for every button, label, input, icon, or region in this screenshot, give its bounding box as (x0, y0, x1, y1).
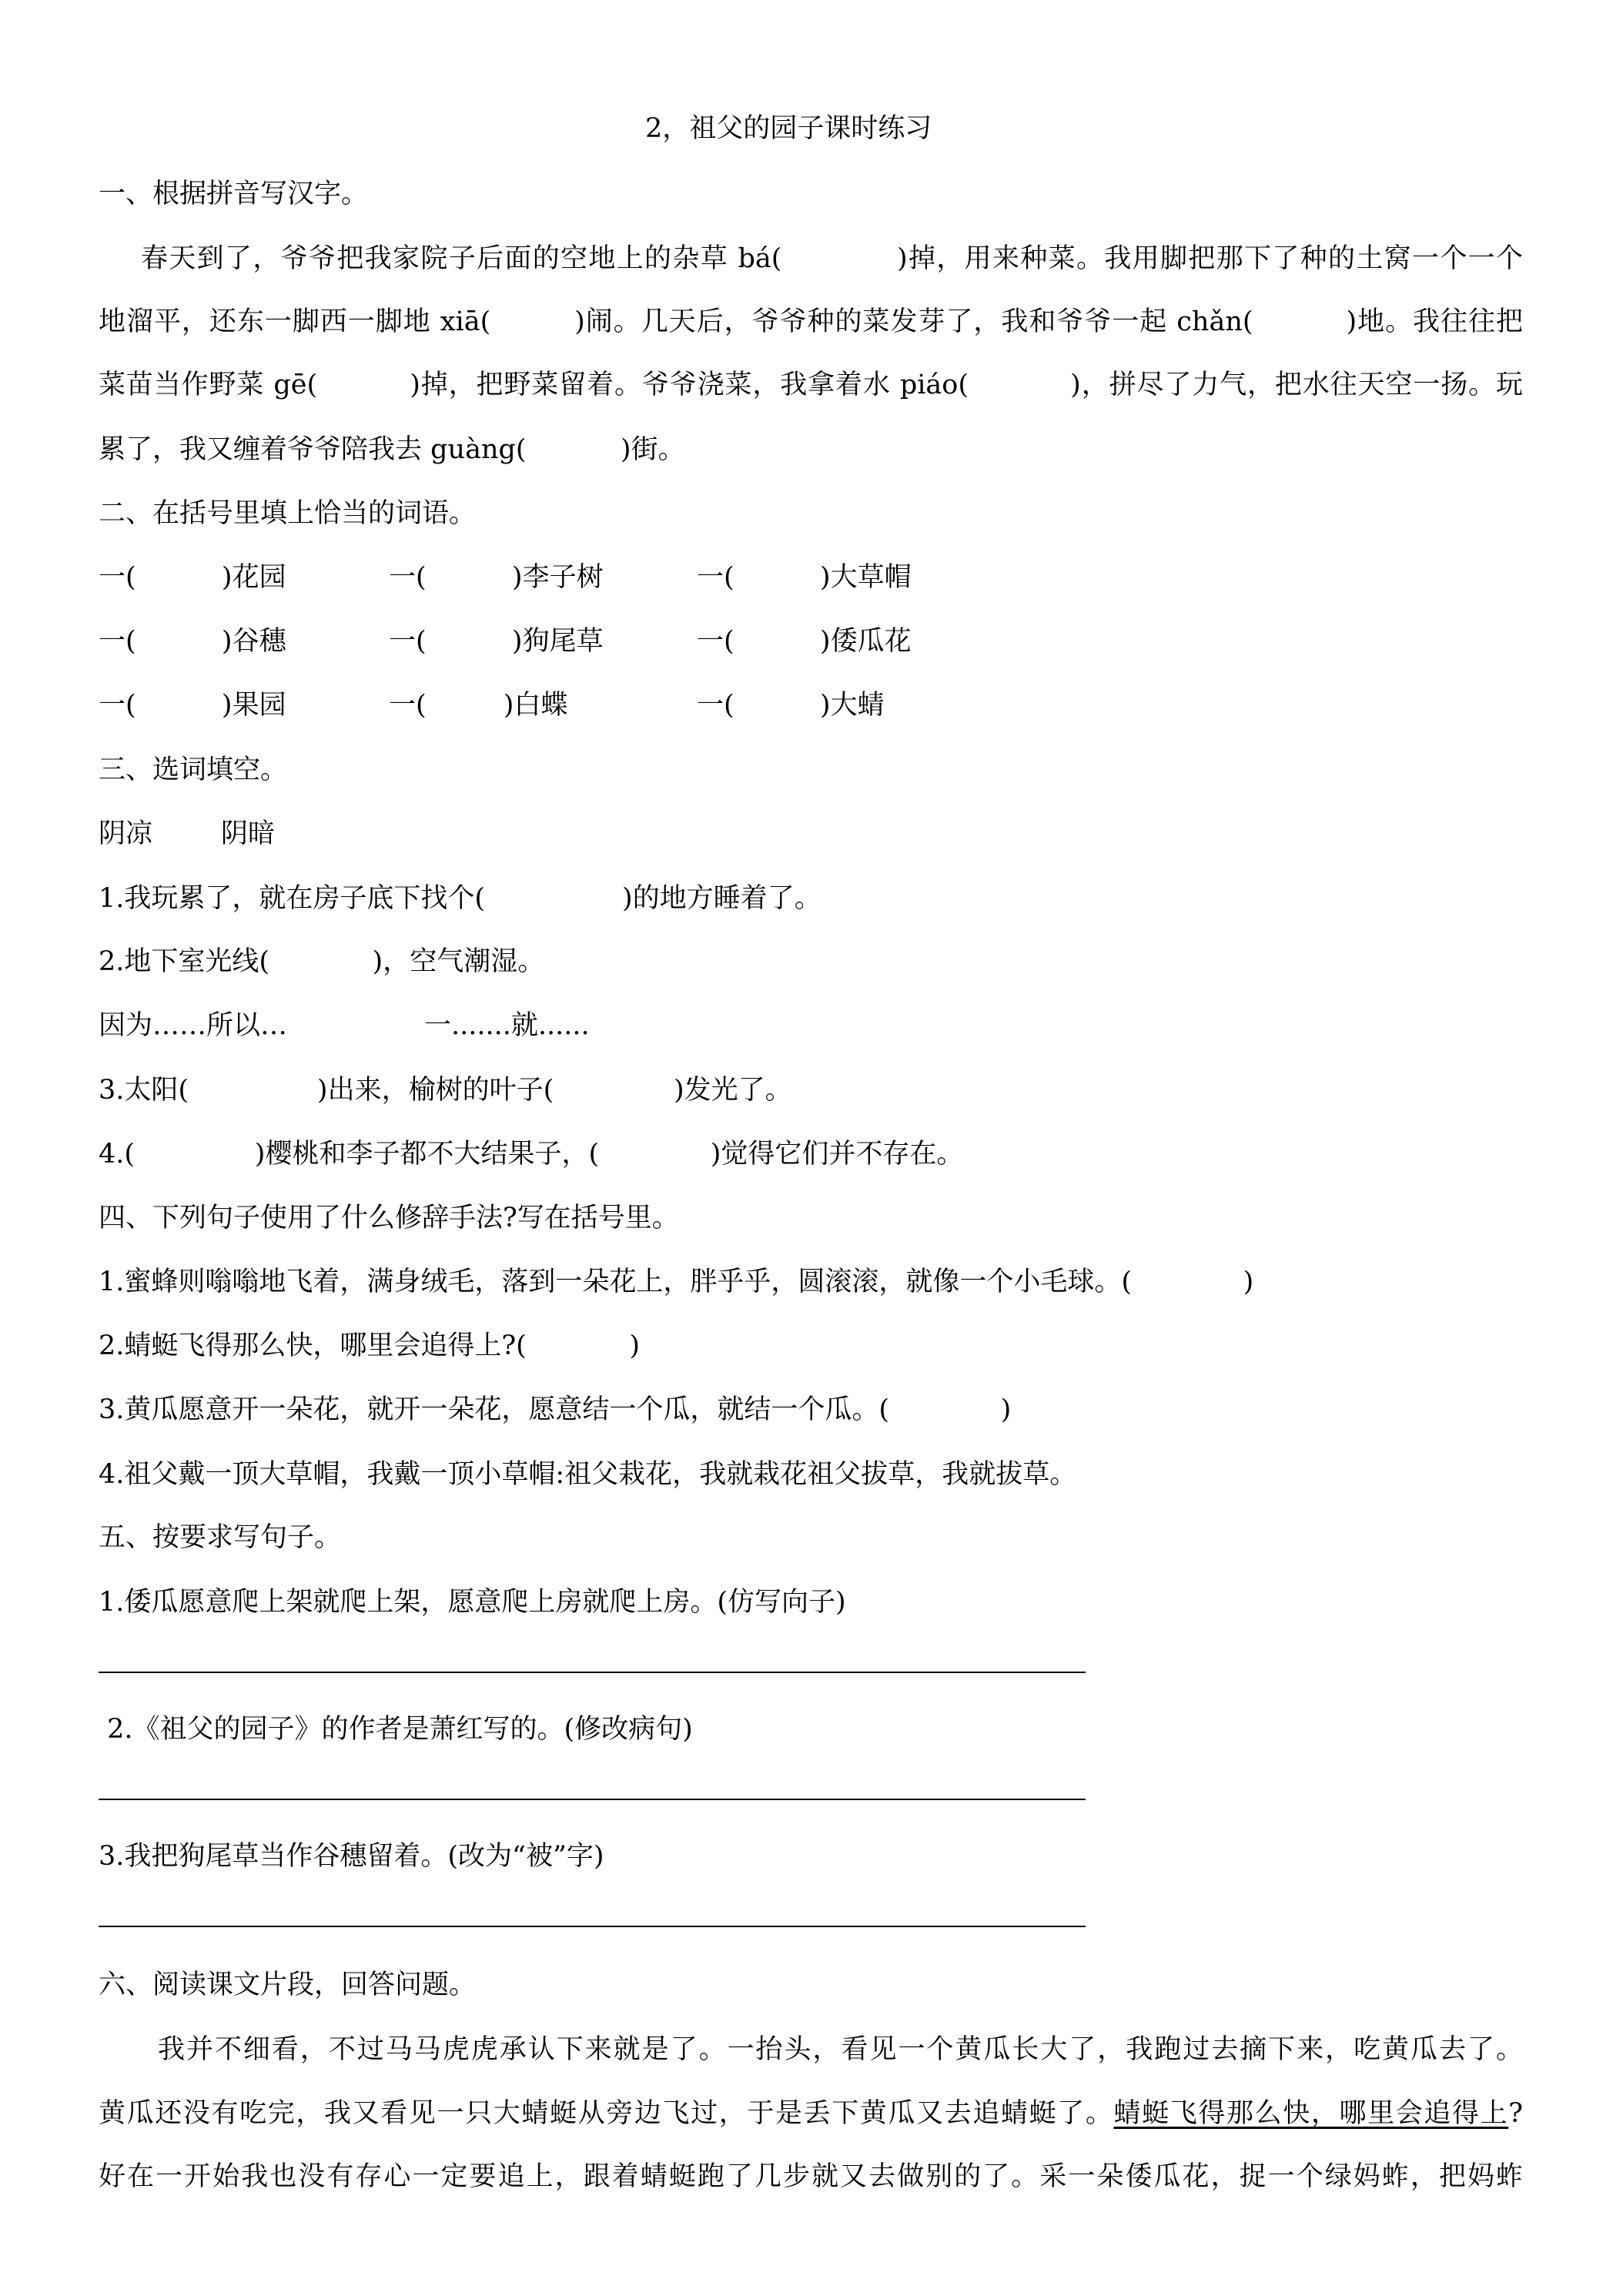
question: 3.我把狗尾草当作谷穗留着。(改为“被”字) (99, 1841, 604, 1872)
section-1-line-2: 地溜平，还东一脚西一脚地 xiā( )闹。几天后，爷爷种的菜发芽了，我和爷爷一起 chǎn( )地。我往往把 (99, 306, 1523, 337)
answer-line[interactable] (99, 1926, 1086, 1927)
answer-line[interactable] (99, 1799, 1086, 1800)
section-1-heading: 一、根据拼音写汉字。 (99, 179, 369, 209)
passage-line-1: 我并不细看，不过马马虎虎承认下来就是了。一抬头，看见一个黄瓜长大了，我跑过去摘下来，吃黄瓜去了。 (158, 2034, 1523, 2065)
word-choices: 因为……所以… 一.......就...... (99, 1010, 590, 1041)
passage-line-2: 黄瓜还没有吃完，我又看见一只大蜻蜓从旁边飞过，于是丢下黄瓜又去追蜻蜓了。蜻蜓飞得那么快，哪里会追得上? (99, 2098, 1523, 2129)
question: 1.蜜蜂则嗡嗡地飞着，满身绒毛，落到一朵花上，胖乎乎，圆滚滚，就像一个小毛球。( ) (99, 1267, 1254, 1297)
fill-item: 一( )花园 (99, 562, 286, 593)
word-choices: 阴凉 阴暗 (99, 818, 276, 849)
section-3-heading: 三、选词填空。 (99, 755, 288, 785)
question: 4.祖父戴一顶大草帽，我戴一顶小草帽:祖父栽花，我就栽花祖父拔草，我就拔草。 (99, 1459, 1077, 1490)
section-5-heading: 五、按要求写句子。 (99, 1522, 342, 1553)
fill-item: 一( )果园 (99, 690, 286, 721)
question: 3.太阳( )出来，榆树的叶子( )发光了。 (99, 1075, 792, 1106)
fill-item: 一( )谷穗 (99, 626, 286, 657)
section-1-line-4: 累了，我又缠着爷爷陪我去 guàng( )街。 (99, 434, 685, 465)
fill-item: 一( )大草帽 (697, 562, 912, 593)
fill-item: 一( )大蜻 (697, 690, 885, 721)
question: 2.蜻蜓飞得那么快，哪里会追得上?( ) (99, 1330, 640, 1361)
fill-item: 一( )倭瓜花 (697, 626, 912, 657)
question: 1.倭瓜愿意爬上架就爬上架，愿意爬上房就爬上房。(仿写向子) (99, 1587, 846, 1618)
fill-item: 一( )李子树 (389, 562, 604, 593)
fill-item: 一( )白蝶 (389, 690, 568, 721)
passage-line-3: 好在一开始我也没有存心一定要追上，跟着蜻蜓跑了几步就又去做别的了。采一朵倭瓜花，捉一个绿妈蚱，把妈蚱 (99, 2161, 1523, 2192)
section-2-heading: 二、在括号里填上恰当的词语。 (99, 498, 477, 529)
section-4-heading: 四、下列句子使用了什么修辞手法?写在括号里。 (99, 1203, 679, 1233)
underlined-sentence: 蜻蜓飞得那么快，哪里会追得上 (1113, 2098, 1509, 2129)
question: 2.《祖父的园子》的作者是萧红写的。(修改病句) (99, 1714, 693, 1745)
question: 2.地下室光线( )，空气潮湿。 (99, 946, 545, 977)
section-1-line-1: 春天到了，爷爷把我家院子后面的空地上的杂草 bá( )掉，用来种菜。我用脚把那下了种的土窝一个一个 (141, 243, 1523, 274)
section-6-heading: 六、阅读课文片段，回答问题。 (99, 1970, 477, 2000)
question: 1.我玩累了，就在房子底下找个( )的地方睡着了。 (99, 883, 822, 914)
question: 3.黄瓜愿意开一朵花，就开一朵花，愿意结一个瓜，就结一个瓜。( ) (99, 1394, 1012, 1425)
answer-line[interactable] (99, 1672, 1086, 1673)
fill-item: 一( )狗尾草 (389, 626, 604, 657)
page-title: 2，祖父的园子课时练习 (645, 113, 932, 144)
section-1-line-3: 菜苗当作野菜 gē( )掉，把野菜留着。爷爷浇菜，我拿着水 piáo( )，拼尽了力气，把水往天空一扬。玩 (99, 370, 1523, 400)
question: 4.( )樱桃和李子都不大结果子，( )觉得它们并不存在。 (99, 1139, 964, 1170)
